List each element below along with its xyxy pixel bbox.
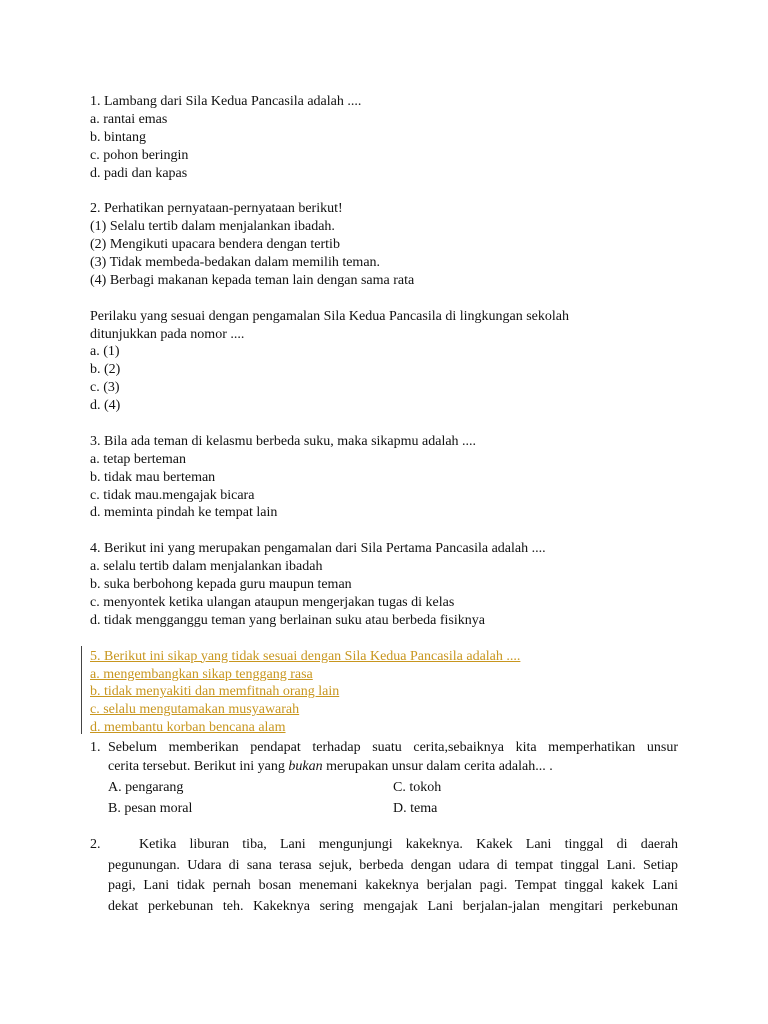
q3-stem: 3. Bila ada teman di kelasmu berbeda suku, maka sikapmu adalah .... [90, 433, 477, 449]
bahasa-q1-options [108, 778, 678, 819]
q4-option-d: d. tidak mengganggu teman yang berlainan suku atau berbeda fisiknya [90, 612, 485, 628]
bahasa-q2 [90, 835, 678, 917]
bahasa-q1-number: 1. [90, 740, 101, 756]
q4-option-a: a. selalu tertib dalam menjalankan ibadah [90, 559, 323, 575]
q5-option-d: d. membantu korban bencana alam [90, 720, 286, 736]
q2-option-d: d. (4) [90, 398, 121, 414]
q2-statement-3: (3) Tidak membeda-bedakan dalam memilih teman. [90, 255, 381, 271]
q2-option-b: b. (2) [90, 362, 121, 378]
q2-statement-2: (2) Mengikuti upacara bendera dengan tertib [90, 237, 340, 253]
bahasa-q1-line-2 [108, 757, 678, 776]
q3-option-a: a. tetap berteman [90, 451, 187, 467]
q4-option-c: c. menyontek ketika ulangan ataupun mengerjakan tugas di kelas [90, 594, 455, 610]
q4-stem: 4. Berikut ini yang merupakan pengamalan dari Sila Pertama Pancasila adalah .... [90, 541, 546, 557]
bahasa-q2-line-2: pegunungan. Udara di sana terasa sejuk, berbeda dengan udara di tempat tinggal Lani. Setiap [108, 857, 678, 873]
q2-option-a: a. (1) [90, 344, 120, 360]
bahasa-q2-line-1 [108, 835, 678, 856]
q2-stem: 2. Perhatikan pernyataan-pernyataan berikut! [90, 201, 343, 217]
q1-option-c: c. pohon beringin [90, 147, 189, 163]
bahasa-q1-line-2-start: cerita tersebut. Berikut ini yang [108, 759, 289, 775]
bahasa-q2-number: 2. [90, 837, 101, 853]
q2-statement-1: (1) Selalu tertib dalam menjalankan ibadah. [90, 219, 335, 235]
bahasa-q2-line-1-text: Ketika liburan tiba, Lani mengunjungi kakeknya. Kakek Lani tinggal di daerah [139, 837, 678, 853]
q2-statement-4: (4) Berbagi makanan kepada teman lain dengan sama rata [90, 272, 415, 288]
q1-option-a: a. rantai emas [90, 111, 168, 127]
bahasa-q1-option-b: B. pesan moral [108, 800, 193, 816]
change-bar [81, 646, 82, 734]
q5-option-a: a. mengembangkan sikap tenggang rasa [90, 666, 313, 682]
bahasa-q1-option-a: A. pengarang [108, 780, 184, 796]
bahasa-q1-options-right [393, 778, 678, 819]
q2-question-line-1: Perilaku yang sesuai dengan pengamalan Sila Kedua Pancasila di lingkungan sekolah [90, 308, 569, 324]
q1-option-b: b. bintang [90, 129, 146, 145]
q2-option-c: c. (3) [90, 380, 120, 396]
bahasa-q1-line-1: Sebelum memberikan pendapat terhadap suatu cerita,sebaiknya kita memperhatikan unsur [108, 740, 678, 756]
q1-stem: 1. Lambang dari Sila Kedua Pancasila adalah .... [90, 94, 362, 109]
bahasa-q1-option-c: C. tokoh [393, 780, 442, 796]
bahasa-q2-line-3: pagi, Lani tidak pernah bosan menemani kakeknya berjalan pagi. Tempat tinggal kakek Lani [108, 878, 678, 894]
q5-option-c: c. selalu mengutamakan musyawarah [90, 702, 300, 718]
q1-option-d: d. padi dan kapas [90, 165, 188, 181]
q4-option-b: b. suka berbohong kepada guru maupun teman [90, 577, 352, 593]
bahasa-q1-options-left [108, 778, 393, 819]
q5-stem: 5. Berikut ini sikap yang tidak sesuai dengan Sila Kedua Pancasila adalah .... [90, 648, 521, 664]
q5-option-b: b. tidak menyakiti dan memfitnah orang lain [90, 684, 340, 700]
q2-question-line-2: ditunjukkan pada nomor .... [90, 326, 245, 342]
bahasa-q1-line-2-end: merupakan unsur dalam cerita adalah... . [322, 759, 553, 775]
bahasa-q1-option-d: D. tema [393, 800, 438, 816]
bahasa-q2-line-4: dekat perkebunan teh. Kakeknya sering mengajak Lani berjalan-jalan mengitari perkebunan [108, 898, 678, 914]
bahasa-q1 [90, 738, 678, 776]
q3-option-b: b. tidak mau berteman [90, 469, 216, 485]
q3-option-c: c. tidak mau.mengajak bicara [90, 487, 255, 503]
bahasa-q1-line-2-italic: bukan [288, 759, 323, 775]
document-page [90, 93, 678, 917]
q3-option-d: d. meminta pindah ke tempat lain [90, 505, 278, 521]
